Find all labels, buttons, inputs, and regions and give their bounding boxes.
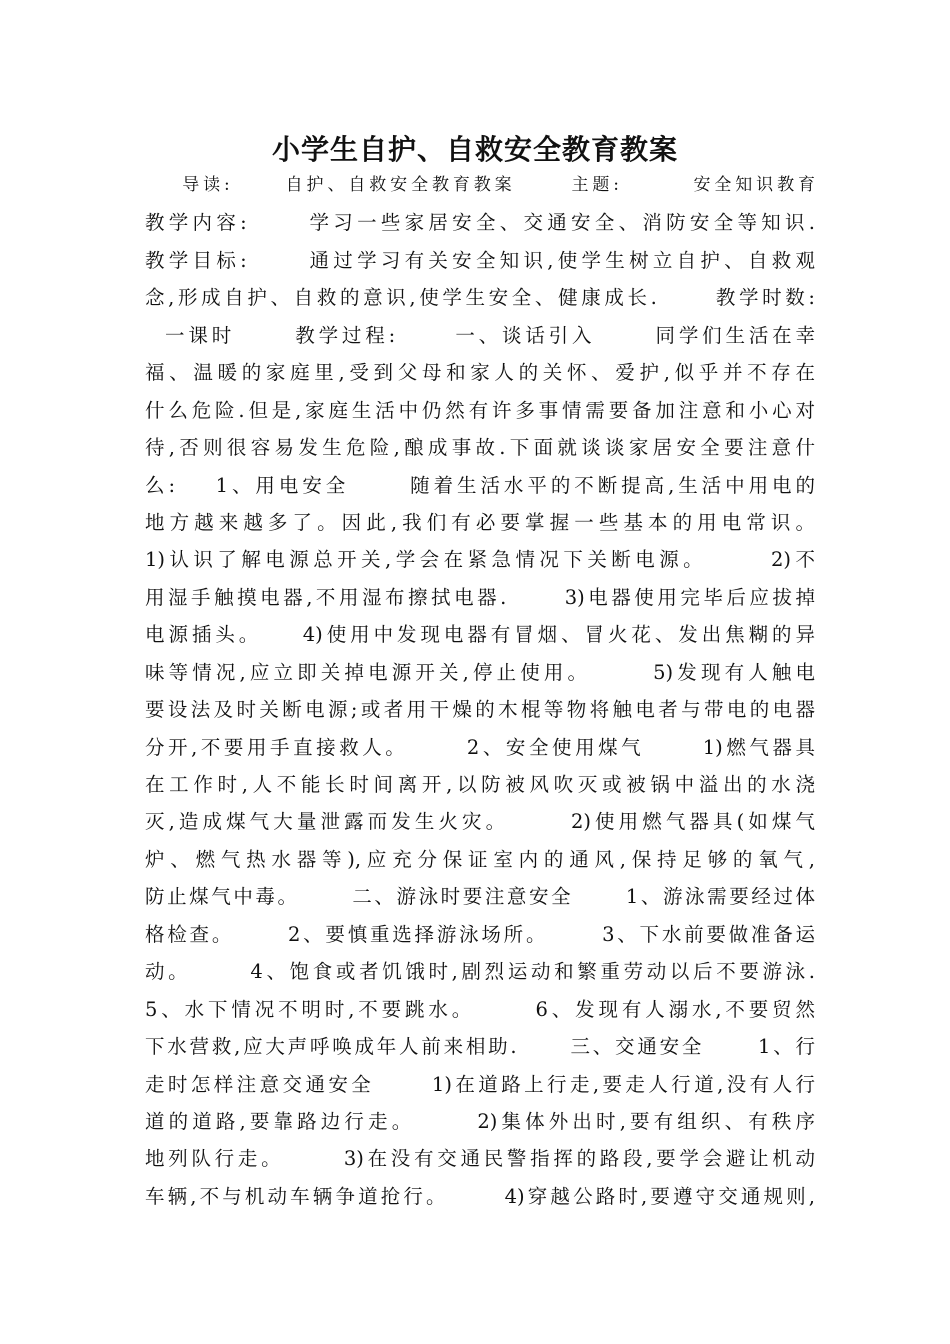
body-line: 格检查。 2、要慎重选择游泳场所。 3、下水前要做准备运 (145, 922, 815, 946)
body-line: 电源插头。 4)使用中发现电器有冒烟、冒火花、发出焦糊的异 (145, 623, 815, 647)
body-line: 地方越来越多了。因此,我们有必要掌握一些基本的用电常识。 (145, 510, 815, 534)
body-line: 地列队行走。 3)在没有交通民警指挥的路段,要学会避让机动 (145, 1147, 815, 1171)
body-line: 防止煤气中毒。 二、游泳时要注意安全 1、游泳需要经过体 (145, 885, 815, 909)
body-line: 走时怎样注意交通安全 1)在道路上行走,要走人行道,没有人行 (145, 1072, 815, 1096)
body-line: 待,否则很容易发生危险,酿成事故.下面就谈谈家居安全要注意什 (145, 436, 815, 460)
body-line: 在工作时,人不能长时间离开,以防被风吹灭或被锅中溢出的水浇 (145, 773, 815, 796)
body-line: 分开,不要用手直接救人。 2、安全使用煤气 1)燃气器具 (145, 735, 815, 759)
body-line: 一课时 教学过程: 一、谈话引入 同学们生活在幸 (145, 323, 815, 347)
body-line: 福、温暖的家庭里,受到父母和家人的关怀、爱护,似乎并不存在 (145, 361, 815, 385)
body-line: 下水营救,应大声呼唤成年人前来相助. 三、交通安全 1、行 (145, 1035, 815, 1059)
body-line: 灭,造成煤气大量泄露而发生火灾。 2)使用燃气器具(如煤气 (145, 810, 815, 834)
body-line: 什么危险.但是,家庭生活中仍然有许多事情需要备加注意和小心对 (145, 398, 815, 422)
body-line: 么: 1、用电安全 随着生活水平的不断提高,生活中用电的 (145, 473, 815, 497)
body-line: 要设法及时关断电源;或者用干燥的木棍等物将触电者与带电的电器 (145, 698, 815, 722)
body-line: 味等情况,应立即关掉电源开关,停止使用。 5)发现有人触电 (145, 660, 815, 684)
body-line: 炉、燃气热水器等),应充分保证室内的通风,保持足够的氧气, (145, 847, 815, 871)
document-body (145, 167, 815, 1215)
body-line: 念,形成自护、自救的意识,使学生安全、健康成长. 教学时数: (145, 286, 815, 310)
body-line: 1)认识了解电源总开关,学会在紧急情况下关断电源。 2)不 (145, 548, 815, 572)
document-title: 小学生自护、自救安全教育教案 (271, 133, 678, 166)
body-line: 导读: 自护、自救安全教育教案 主题: 安全知识教育 (145, 175, 815, 195)
body-line: 教学目标: 通过学习有关安全知识,使学生树立自护、自救观 (145, 248, 815, 272)
body-line: 道的道路,要靠路边行走。 2)集体外出时,要有组织、有秩序 (145, 1109, 815, 1133)
body-line: 车辆,不与机动车辆争道抢行。 4)穿越公路时,要遵守交通规则, (145, 1184, 815, 1208)
body-line: 教学内容: 学习一些家居安全、交通安全、消防安全等知识. (145, 211, 815, 235)
body-line: 用湿手触摸电器,不用湿布擦拭电器. 3)电器使用完毕后应拔掉 (145, 585, 815, 609)
body-line: 动。 4、饱食或者饥饿时,剧烈运动和繁重劳动以后不要游泳. (145, 960, 815, 984)
body-line: 5、水下情况不明时,不要跳水。 6、发现有人溺水,不要贸然 (145, 997, 815, 1021)
